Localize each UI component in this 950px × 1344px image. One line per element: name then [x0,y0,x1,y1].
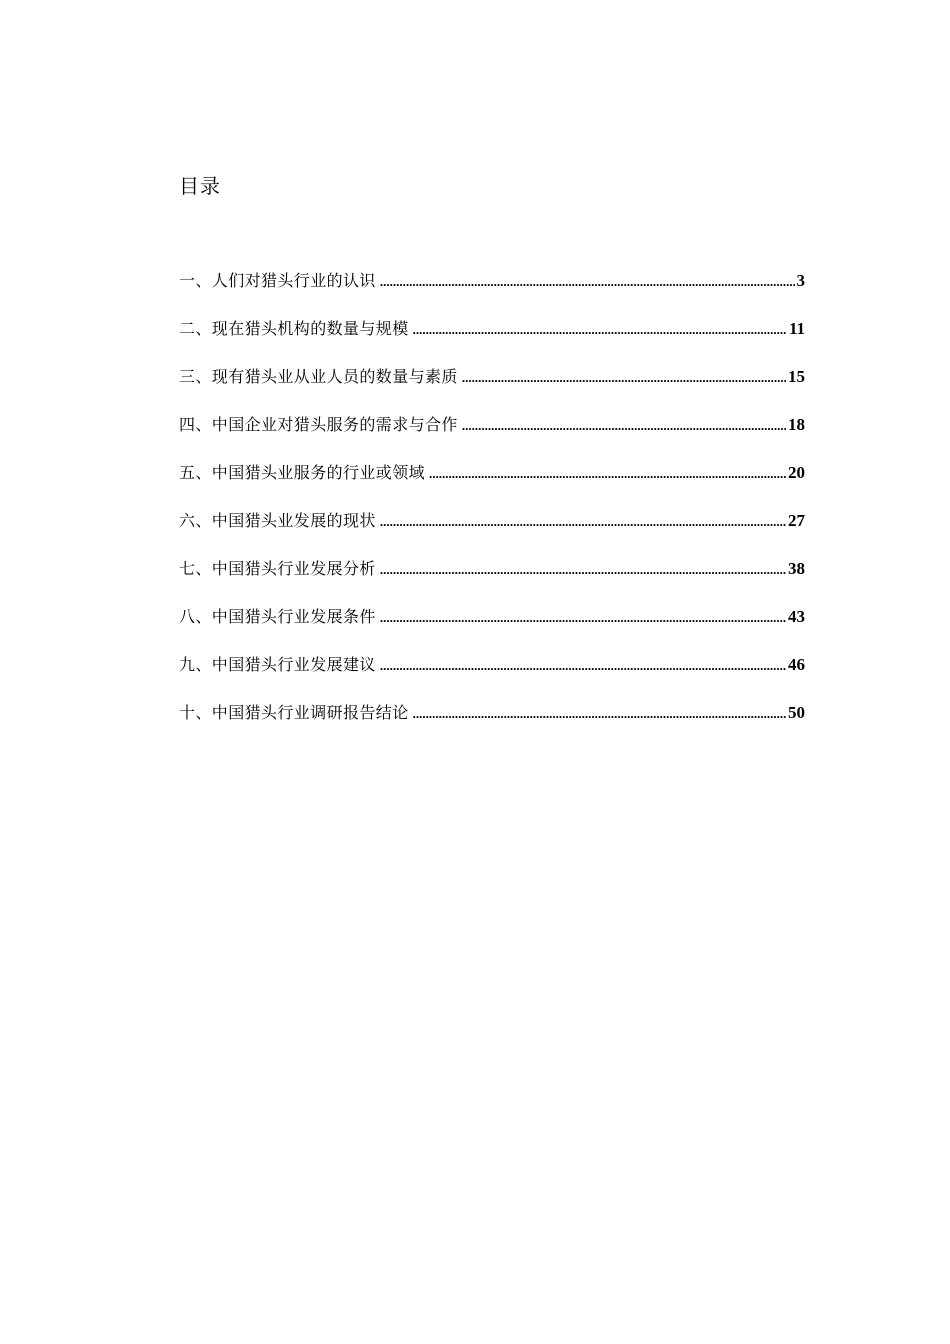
toc-entry-page-number: 50 [788,703,805,722]
toc-dot-leader [380,509,786,535]
toc-entry-label: 七、中国猎头行业发展分析 [179,559,376,578]
toc-dot-leader [380,269,795,295]
toc-entry[interactable] [179,700,805,748]
toc-title: 目录 [179,174,221,198]
toc-entry[interactable] [179,268,805,316]
toc-entry[interactable] [179,604,805,652]
toc-dot-leader [380,605,786,631]
toc-entry[interactable] [179,316,805,364]
toc-entry[interactable] [179,508,805,556]
toc-dot-leader [462,365,786,391]
toc-dot-leader [462,413,786,439]
toc-entry[interactable] [179,460,805,508]
toc-entry-page-number: 43 [788,607,805,626]
toc-entry-label: 三、现有猎头业从业人员的数量与素质 [179,367,458,386]
toc-entry-page-number: 3 [796,271,805,290]
toc-entry-label: 四、中国企业对猎头服务的需求与合作 [179,415,458,434]
toc-entry-page-number: 38 [788,559,805,578]
toc-dot-leader [413,317,787,343]
toc-entry-page-number: 20 [788,463,805,482]
toc-entry-label: 九、中国猎头行业发展建议 [179,655,376,674]
toc-entry-page-number: 27 [788,511,805,530]
toc-entry[interactable] [179,652,805,700]
toc-entry-label: 五、中国猎头业服务的行业或领域 [179,463,426,482]
toc-entry-page-number: 11 [788,319,805,338]
toc-entry[interactable] [179,364,805,412]
toc-entry-page-number: 46 [788,655,805,674]
toc-entry-page-number: 15 [788,367,805,386]
toc-dot-leader [380,557,786,583]
toc-entry[interactable] [179,556,805,604]
toc-entry-label: 一、人们对猎头行业的认识 [179,271,376,290]
toc-entry-label: 八、中国猎头行业发展条件 [179,607,376,626]
toc-entry-label: 六、中国猎头业发展的现状 [179,511,376,530]
toc-entry-page-number: 18 [788,415,805,434]
toc-entry-label: 十、中国猎头行业调研报告结论 [179,703,409,722]
toc-entry[interactable] [179,412,805,460]
table-of-contents [179,268,805,748]
toc-entry-label: 二、现在猎头机构的数量与规模 [179,319,409,338]
toc-dot-leader [413,701,786,727]
toc-dot-leader [380,653,786,679]
toc-dot-leader [429,461,786,487]
